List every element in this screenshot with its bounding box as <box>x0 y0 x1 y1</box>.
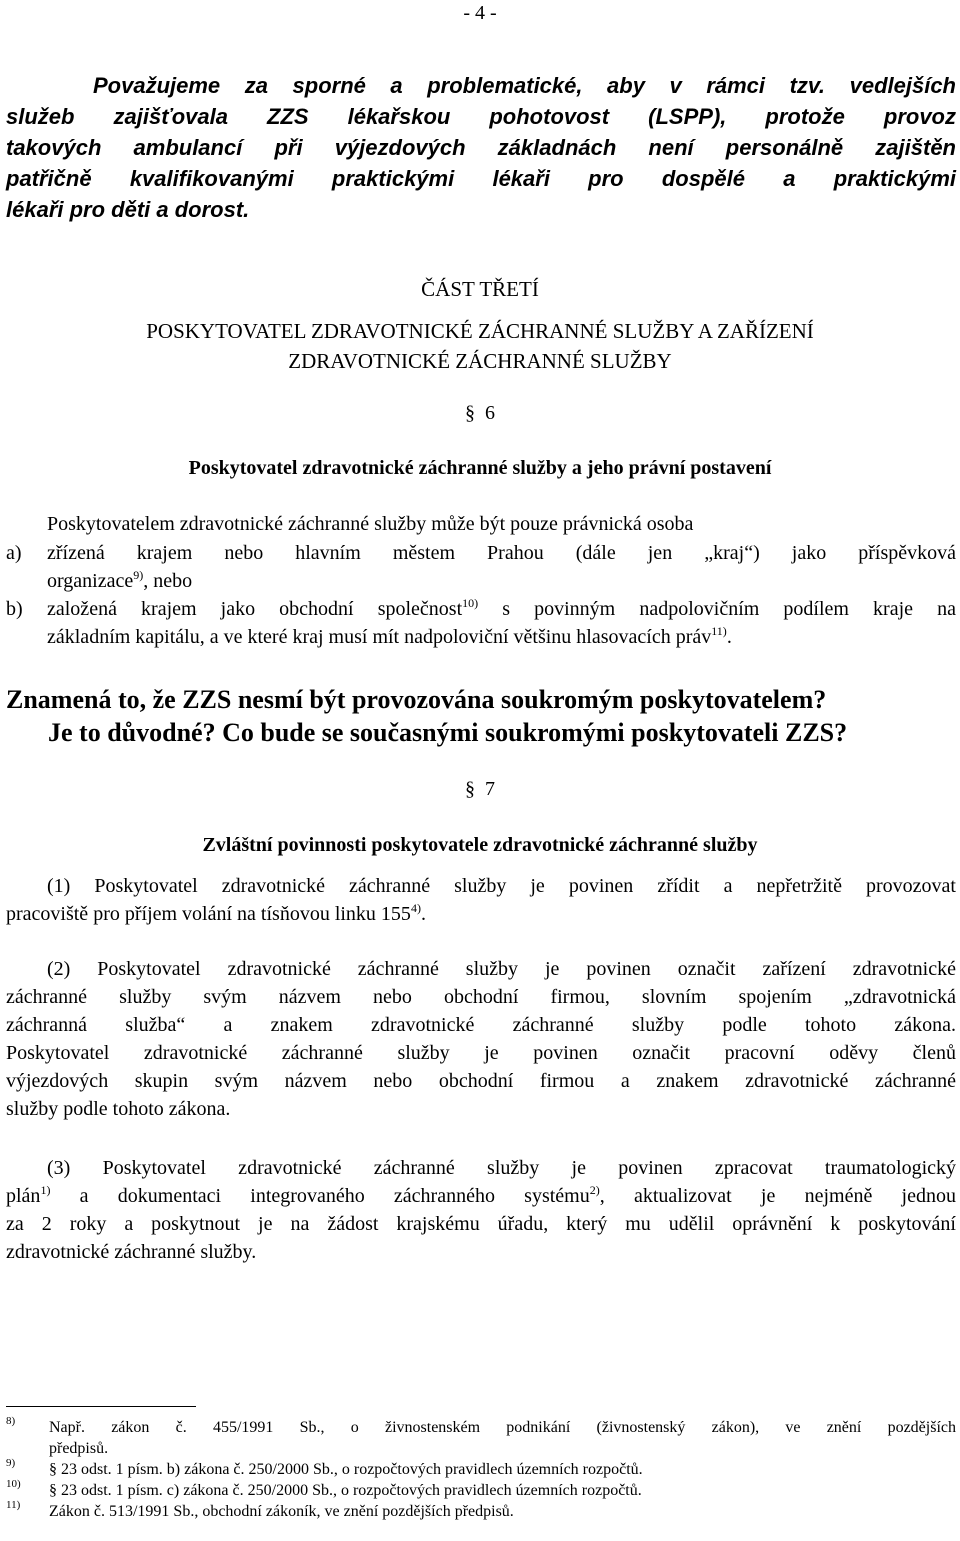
item-line <box>47 623 956 651</box>
footnote-ref: 1) <box>40 1183 51 1197</box>
part-label: ČÁST TŘETÍ <box>421 277 539 301</box>
item-label: b) <box>6 598 23 620</box>
section-6-heading <box>0 399 960 427</box>
footnote-ref: 11) <box>711 624 727 638</box>
paragraph-line: zdravotnické záchranné služby. <box>6 1241 257 1263</box>
footnote-text: Např. zákon č. 455/1991 Sb., o živnostenském podnikání (živnostenský zákon), ve znění pozdějších <box>49 1419 956 1436</box>
item-text: , nebo <box>143 570 193 592</box>
list-item-a <box>6 539 956 595</box>
paragraph-text: pracoviště pro příjem volání na tísňovou linku 155 <box>6 903 411 925</box>
paragraph-line: záchranná služba“ a znakem zdravotnické záchranné služby podle tohoto zákona. <box>6 1014 956 1036</box>
paragraph-text: a dokumentaci integrovaného záchranného systému <box>50 1185 590 1207</box>
reviewer-comment <box>6 70 956 225</box>
paragraph-line: za 2 roky a poskytnout je na žádost krajskému úřadu, který mu udělil oprávnění k poskytování <box>6 1213 956 1235</box>
footnotes <box>6 1417 956 1522</box>
paragraph-line <box>6 1182 956 1210</box>
page-number: - 4 - <box>463 2 497 24</box>
footnote-text: Zákon č. 513/1991 Sb., obchodní zákoník, ve znění pozdějších předpisů. <box>49 1503 514 1520</box>
comment-line: patřičně kvalifikovanými praktickými lékaři pro dospělé a praktickými <box>6 166 956 191</box>
footnote-ref: 2) <box>589 1183 600 1197</box>
paragraph-line: (2) Poskytovatel zdravotnické záchranné služby je povinen označit zařízení zdravotnické <box>47 958 956 980</box>
footnote-number: 9) <box>6 1457 16 1469</box>
paragraph-line: (1) Poskytovatel zdravotnické záchranné služby je povinen zřídit a nepřetržitě provozovat <box>47 875 956 897</box>
comment-line: služeb zajišťovala ZZS lékařskou pohotovost (LSPP), protože provoz <box>6 104 956 129</box>
footnote <box>6 1480 956 1501</box>
footnote-text: předpisů. <box>49 1440 109 1457</box>
paragraph-text: plán <box>6 1185 41 1207</box>
paragraph-3 <box>6 1154 956 1266</box>
item-line <box>47 595 956 623</box>
section-number: 7 <box>485 778 495 800</box>
section-7-title: Zvláštní povinnosti poskytovatele zdravotnické záchranné služby <box>202 834 758 856</box>
footnote-ref: 4) <box>410 901 421 915</box>
part-title-line: POSKYTOVATEL ZDRAVOTNICKÉ ZÁCHRANNÉ SLUŽBY A ZAŘÍZENÍ <box>146 319 814 343</box>
comment-line: takových ambulancí při výjezdových základnách není personálně zajištěn <box>6 135 956 160</box>
footnote <box>6 1501 956 1522</box>
section-sign: § <box>465 402 475 424</box>
footnote <box>6 1417 956 1459</box>
footnote-text: § 23 odst. 1 písm. c) zákona č. 250/2000 Sb., o rozpočtových pravidlech územních rozpočtů. <box>49 1482 642 1499</box>
question-line: Znamená to, že ZZS nesmí být provozována soukromým poskytovatelem? <box>6 685 827 714</box>
item-label: a) <box>6 542 22 564</box>
item-text: . <box>726 626 732 648</box>
footnote-ref: 9) <box>133 568 144 582</box>
paragraph-line: záchranné služby svým názvem nebo obchodní firmou, slovním spojením „zdravotnická <box>6 986 956 1008</box>
list-item-b <box>6 595 956 651</box>
item-text: založená krajem jako obchodní společnost <box>47 598 463 620</box>
paragraph-2 <box>6 955 956 1123</box>
paragraph-line: Poskytovatel zdravotnické záchranné služby je povinen označit pracovní oděvy členů <box>6 1042 956 1064</box>
item-line <box>47 567 956 595</box>
paragraph-line: služby podle tohoto zákona. <box>6 1098 231 1120</box>
footnote-number: 11) <box>6 1499 21 1511</box>
paragraph-line: (3) Poskytovatel zdravotnické záchranné služby je povinen zpracovat traumatologický <box>47 1157 956 1179</box>
reviewer-question <box>6 683 956 749</box>
question-line: Je to důvodné? Co bude se současnými soukromými poskytovateli ZZS? <box>48 718 848 747</box>
part-title-line: ZDRAVOTNICKÉ ZÁCHRANNÉ SLUŽBY <box>288 349 672 373</box>
item-line: zřízená krajem nebo hlavním městem Prahou (dále jen „kraj“) jako příspěvková <box>47 542 956 564</box>
item-text: s povinným nadpolovičním podílem kraje na <box>478 598 956 620</box>
footnote-text: § 23 odst. 1 písm. b) zákona č. 250/2000 Sb., o rozpočtových pravidlech územních rozpočtů. <box>49 1461 643 1478</box>
item-text: organizace <box>47 570 134 592</box>
comment-line: Považujeme za sporné a problematické, aby v rámci tzv. vedlejších <box>93 73 956 98</box>
item-text: základním kapitálu, a ve které kraj musí mít nadpoloviční většinu hlasovacích práv <box>47 626 712 648</box>
part-title <box>0 316 960 376</box>
paragraph-1 <box>6 872 956 928</box>
footnote <box>6 1459 956 1480</box>
section-number: 6 <box>485 402 495 424</box>
comment-line: lékaři pro děti a dorost. <box>6 197 250 222</box>
footnote-number: 10) <box>6 1478 21 1490</box>
section-6-title: Poskytovatel zdravotnické záchranné služby a jeho právní postavení <box>188 457 772 479</box>
paragraph-text: . <box>420 903 426 925</box>
section-7-heading <box>0 775 960 803</box>
section-6-intro: Poskytovatelem zdravotnické záchranné služby může být pouze právnická osoba <box>47 513 694 535</box>
footnote-number: 8) <box>6 1415 16 1427</box>
paragraph-text: , aktualizovat je nejméně jednou <box>599 1185 956 1207</box>
paragraph-line <box>6 900 956 928</box>
paragraph-line: výjezdových skupin svým názvem nebo obchodní firmou a znakem zdravotnické záchranné <box>6 1070 956 1092</box>
footnote-divider <box>6 1406 196 1407</box>
footnote-ref: 10) <box>462 596 479 610</box>
section-sign: § <box>465 778 475 800</box>
